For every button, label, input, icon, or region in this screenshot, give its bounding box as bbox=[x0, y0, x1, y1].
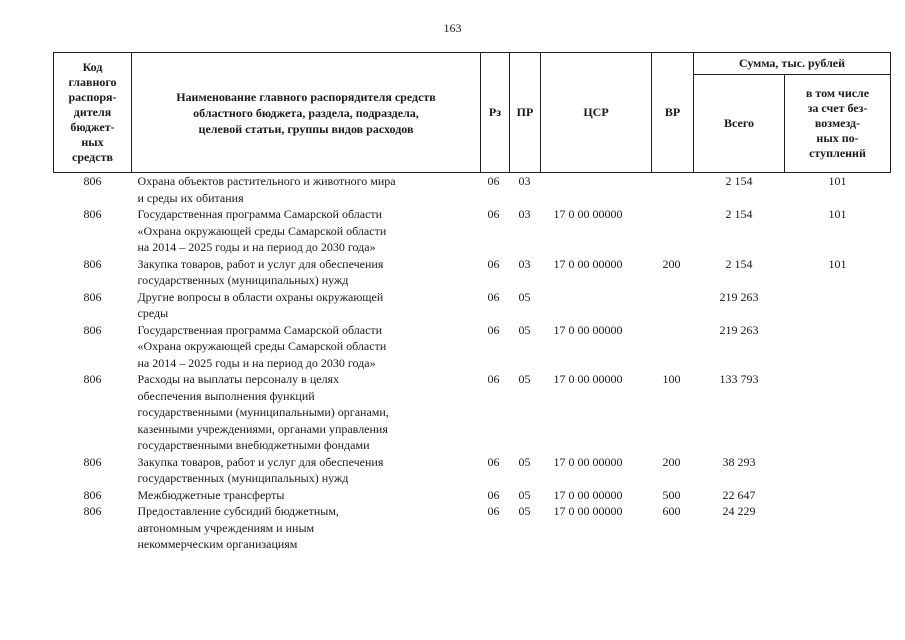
row-pr: 05 bbox=[518, 454, 531, 469]
row-name: Межбюджетные трансферты bbox=[137, 487, 285, 502]
row-pr: 05 bbox=[518, 487, 531, 502]
row-csr bbox=[541, 289, 652, 322]
row-vr: 500 bbox=[662, 487, 681, 502]
row-name: Государственная программа Самарской области «Охрана окружающей среды Самарской области на 2014 – 2025 годы и на период до 2030 года» bbox=[137, 207, 387, 254]
row-total: 2 154 bbox=[725, 256, 753, 271]
row-name: Охрана объектов растительного и животного мира и среды их обитания bbox=[137, 174, 396, 205]
row-vr bbox=[652, 289, 694, 322]
row-vr: 200 bbox=[662, 454, 681, 469]
row-csr bbox=[541, 173, 652, 207]
row-vr: 100 bbox=[662, 372, 681, 386]
header-free: в том числе за счет без- возмезд- ных по- ступлений bbox=[785, 75, 891, 173]
header-rz: Рз bbox=[481, 53, 510, 173]
table-body bbox=[54, 173, 891, 553]
row-vr bbox=[652, 173, 694, 207]
table-header bbox=[54, 53, 891, 173]
row-total: 219 263 bbox=[719, 289, 759, 304]
row-rz: 06 bbox=[487, 504, 500, 518]
table-row bbox=[54, 256, 891, 289]
row-free bbox=[785, 322, 891, 372]
header-csr: ЦСР bbox=[541, 53, 652, 173]
header-pr: ПР bbox=[510, 53, 541, 173]
header-sum: Сумма, тыс. рублей bbox=[694, 53, 891, 75]
row-csr: 17 0 00 00000 bbox=[553, 504, 623, 518]
row-total: 2 154 bbox=[725, 174, 753, 188]
row-code: 806 bbox=[83, 289, 102, 304]
table-row bbox=[54, 371, 891, 454]
row-vr: 600 bbox=[662, 504, 681, 518]
row-name: Закупка товаров, работ и услуг для обеспечения государственных (муниципальных) нужд bbox=[137, 256, 384, 287]
row-total: 219 263 bbox=[719, 322, 759, 337]
row-total: 2 154 bbox=[725, 207, 753, 221]
row-free: 101 bbox=[828, 207, 847, 221]
row-csr: 17 0 00 00000 bbox=[553, 454, 623, 469]
row-total: 133 793 bbox=[719, 372, 759, 386]
row-csr: 17 0 00 00000 bbox=[553, 372, 623, 386]
header-name: Наименование главного распорядителя средств областного бюджета, раздела, подраздела, целевой статьи, группы видов расходов bbox=[132, 53, 481, 173]
row-rz: 06 bbox=[487, 289, 500, 304]
row-total: 24 229 bbox=[722, 504, 756, 518]
row-free bbox=[785, 503, 891, 553]
row-free bbox=[785, 289, 891, 322]
row-code: 806 bbox=[83, 487, 102, 502]
table-row bbox=[54, 454, 891, 487]
row-rz: 06 bbox=[487, 372, 500, 386]
table-row bbox=[54, 487, 891, 504]
row-rz: 06 bbox=[487, 174, 500, 188]
row-code: 806 bbox=[83, 174, 102, 188]
row-csr: 17 0 00 00000 bbox=[553, 322, 623, 337]
row-rz: 06 bbox=[487, 256, 500, 271]
budget-table bbox=[53, 52, 891, 553]
row-rz: 06 bbox=[487, 487, 500, 502]
row-pr: 03 bbox=[518, 174, 531, 188]
header-vr: ВР bbox=[652, 53, 694, 173]
table-row bbox=[54, 206, 891, 256]
row-pr: 05 bbox=[518, 322, 531, 337]
row-free bbox=[785, 371, 891, 454]
row-csr: 17 0 00 00000 bbox=[553, 487, 623, 502]
header-total: Всего bbox=[694, 75, 785, 173]
row-code: 806 bbox=[83, 256, 102, 271]
row-vr bbox=[652, 206, 694, 256]
row-rz: 06 bbox=[487, 207, 500, 221]
row-total: 22 647 bbox=[722, 487, 756, 502]
row-total: 38 293 bbox=[722, 454, 756, 469]
row-free bbox=[785, 487, 891, 504]
header-code: Код главного распоря- дителя бюджет- ных средств bbox=[54, 53, 132, 173]
table-row bbox=[54, 503, 891, 553]
row-name: Предоставление субсидий бюджетным, автономным учреждениям и иным некоммерческим организациям bbox=[137, 504, 339, 551]
row-code: 806 bbox=[83, 322, 102, 337]
row-pr: 05 bbox=[518, 372, 531, 386]
table-row bbox=[54, 322, 891, 372]
row-pr: 05 bbox=[518, 504, 531, 518]
row-name: Расходы на выплаты персоналу в целях обеспечения выполнения функций государственными (муниципальными) органами, казенными учреждениями, органами управления государственными внебюджетными фондами bbox=[137, 372, 389, 452]
row-free bbox=[785, 454, 891, 487]
row-pr: 03 bbox=[518, 256, 531, 271]
row-rz: 06 bbox=[487, 454, 500, 469]
row-free: 101 bbox=[828, 256, 847, 271]
row-code: 806 bbox=[83, 207, 102, 221]
table-row bbox=[54, 173, 891, 207]
row-pr: 05 bbox=[518, 289, 531, 304]
row-vr: 200 bbox=[662, 256, 681, 271]
row-rz: 06 bbox=[487, 322, 500, 337]
row-code: 806 bbox=[83, 454, 102, 469]
row-vr bbox=[652, 322, 694, 372]
row-name: Закупка товаров, работ и услуг для обеспечения государственных (муниципальных) нужд bbox=[137, 454, 384, 485]
row-name: Другие вопросы в области охраны окружающей среды bbox=[137, 289, 384, 320]
row-csr: 17 0 00 00000 bbox=[553, 256, 623, 271]
row-free: 101 bbox=[828, 174, 847, 188]
row-csr: 17 0 00 00000 bbox=[553, 207, 623, 221]
page-number: 163 bbox=[443, 21, 462, 35]
table-row bbox=[54, 289, 891, 322]
row-code: 806 bbox=[83, 504, 102, 518]
row-code: 806 bbox=[83, 372, 102, 386]
row-pr: 03 bbox=[518, 207, 531, 221]
row-name: Государственная программа Самарской области «Охрана окружающей среды Самарской области на 2014 – 2025 годы и на период до 2030 года» bbox=[137, 322, 387, 370]
